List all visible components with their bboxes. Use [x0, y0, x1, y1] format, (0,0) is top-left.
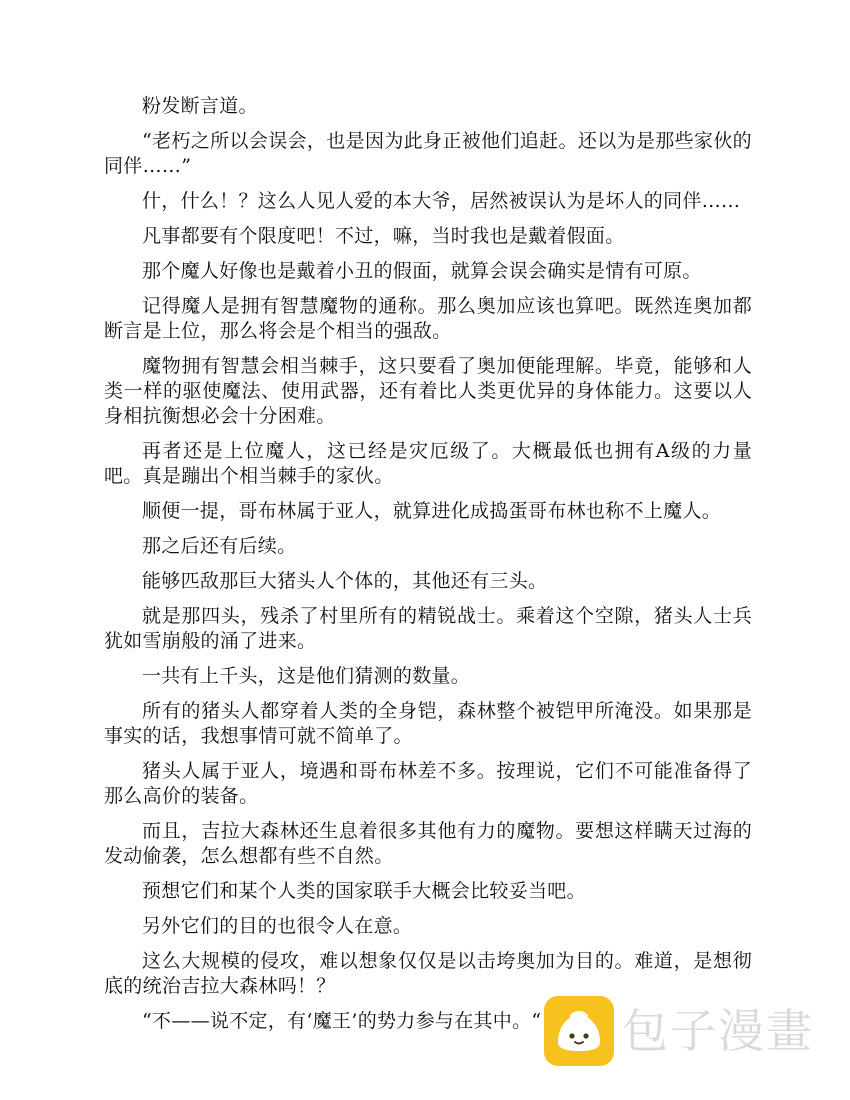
paragraph: 顺便一提，哥布林属于亚人，就算进化成捣蛋哥布林也称不上魔人。 — [142, 500, 722, 522]
paragraph: 那个魔人好像也是戴着小丑的假面，就算会误会确实是情有可原。 — [142, 260, 702, 282]
paragraph: “老朽之所以会误会，也是因为此身正被他们追赶。还以为是那些家伙的同伴……” — [104, 130, 752, 177]
body-text — [104, 94, 752, 1044]
paragraph: 预想它们和某个人类的国家联手大概会比较妥当吧。 — [142, 880, 586, 902]
paragraph: 这么大规模的侵攻，难以想象仅仅是以击垮奥加为目的。难道，是想彻底的统治吉拉大森林吗！？ — [104, 950, 752, 997]
paragraph: 猪头人属于亚人，境遇和哥布林差不多。按理说，它们不可能准备得了那么高价的装备。 — [104, 760, 752, 807]
paragraph: 就是那四头，残杀了村里所有的精锐战士。乘着这个空隙，猪头人士兵犹如雪崩般的涌了进来。 — [104, 605, 752, 652]
watermark — [544, 996, 834, 1070]
paragraph: 所有的猪头人都穿着人类的全身铠，森林整个被铠甲所淹没。如果那是事实的话，我想事情可就不简单了。 — [104, 700, 752, 747]
paragraph: 记得魔人是拥有智慧魔物的通称。那么奥加应该也算吧。既然连奥加都断言是上位，那么将会是个相当的强敌。 — [104, 295, 752, 342]
paragraph: “不——说不定，有‘魔王’的势力参与在其中。“ — [142, 1010, 542, 1032]
paragraph: 一共有上千头，这是他们猜测的数量。 — [142, 665, 471, 687]
paragraph: 而且，吉拉大森林还生息着很多其他有力的魔物。要想这样瞒天过海的发动偷袭，怎么想都有些不自然。 — [104, 820, 752, 867]
paragraph: 粉发断言道。 — [142, 95, 258, 117]
watermark-text: 包子漫畫 — [622, 1004, 814, 1058]
paragraph: 魔物拥有智慧会相当棘手，这只要看了奥加便能理解。毕竟，能够和人类一样的驱使魔法、使用武器，还有着比人类更优异的身体能力。这要以人身相抗衡想必会十分困难。 — [104, 355, 752, 427]
paragraph: 另外它们的目的也很令人在意。 — [142, 915, 413, 937]
paragraph: 什，什么！？这么人见人爱的本大爷，居然被误认为是坏人的同伴…… — [142, 190, 741, 212]
paragraph: 能够匹敌那巨大猪头人个体的，其他还有三头。 — [142, 570, 548, 592]
paragraph: 凡事都要有个限度吧！不过，嘛，当时我也是戴着假面。 — [142, 225, 625, 247]
bun-logo-icon — [544, 996, 614, 1066]
paragraph: 那之后还有后续。 — [142, 535, 297, 557]
paragraph: 再者还是上位魔人，这已经是灾厄级了。大概最低也拥有A级的力量吧。真是蹦出个相当棘手的家伙。 — [104, 440, 752, 487]
